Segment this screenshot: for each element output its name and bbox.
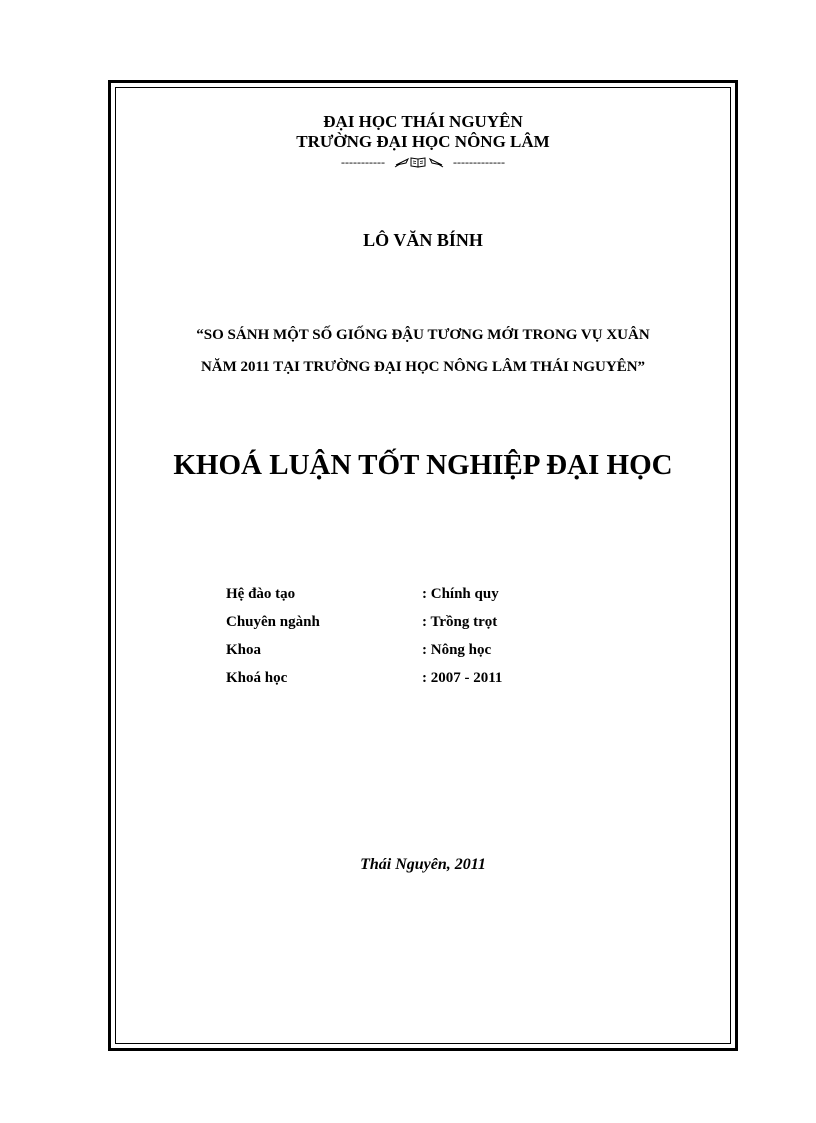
info-value: : 2007 - 2011 xyxy=(422,670,503,686)
header-ornament xyxy=(116,154,730,169)
info-value: : Nông học xyxy=(422,642,492,658)
info-row-major xyxy=(226,612,626,640)
info-label: Chuyên ngành xyxy=(226,614,320,630)
info-label: Khoa xyxy=(226,642,262,658)
page-border-inner xyxy=(115,87,731,1044)
info-row-training-system xyxy=(226,584,626,612)
thesis-title-line-1: “SO SÁNH MỘT SỐ GIỐNG ĐẬU TƯƠNG MỚI TRONG VỤ XUÂN xyxy=(196,327,650,343)
pen-book-pen-icon xyxy=(394,155,444,169)
ornament-dashes-right: ------------- xyxy=(453,155,505,170)
info-value: : Chính quy xyxy=(422,586,499,602)
author-name: LÔ VĂN BÍNH xyxy=(363,230,483,250)
info-label: Khoá học xyxy=(226,670,288,686)
page-border-outer xyxy=(108,80,738,1051)
ornament-dashes-left: ----------- xyxy=(341,155,385,170)
info-label: Hệ đào tạo xyxy=(226,586,296,602)
school-name: TRƯỜNG ĐẠI HỌC NÔNG LÂM xyxy=(296,132,550,151)
program-info-block xyxy=(226,584,626,696)
thesis-title-line-2: NĂM 2011 TẠI TRƯỜNG ĐẠI HỌC NÔNG LÂM THÁI NGUYÊN” xyxy=(200,359,646,375)
info-row-course xyxy=(226,668,626,696)
document-type-heading: KHOÁ LUẬN TỐT NGHIỆP ĐẠI HỌC xyxy=(173,449,673,481)
info-value: : Trồng trọt xyxy=(422,614,498,630)
place-and-year: Thái Nguyên, 2011 xyxy=(360,856,486,873)
university-name: ĐẠI HỌC THÁI NGUYÊN xyxy=(323,112,523,131)
info-row-faculty xyxy=(226,640,626,668)
